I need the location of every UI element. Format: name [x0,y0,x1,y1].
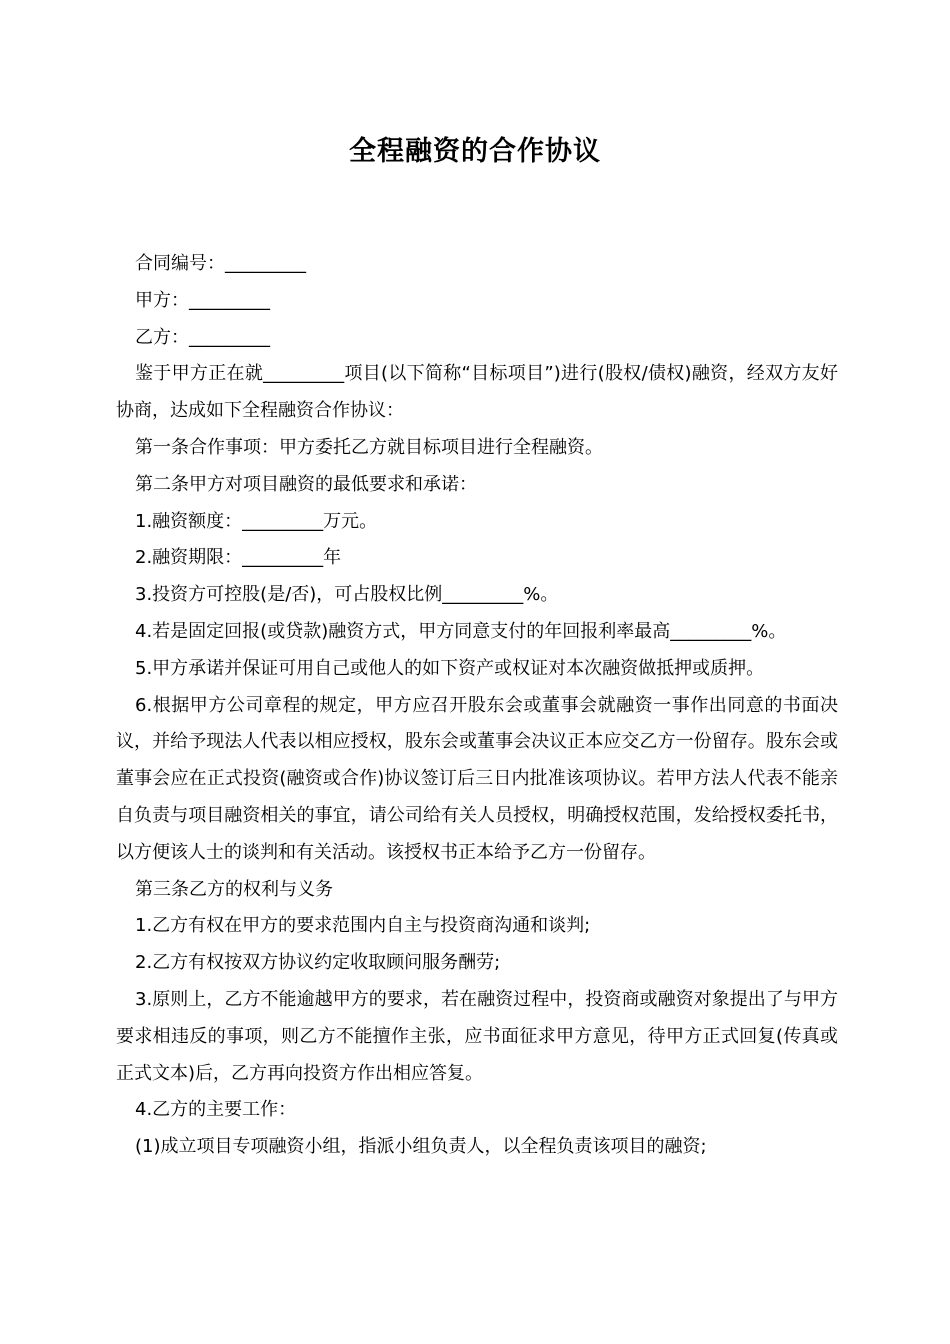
article-2-item-3: 3.投资方可控股(是/否)，可占股权比例_________%。 [135,584,559,606]
contract-number-line: 合同编号：_________ [135,253,306,274]
article-3-item-3: 3.原则上，乙方不能逾越甲方的要求，若在融资过程中，投资商或融资对象提出了与甲方要求相违反的事项，则乙方不能擅作主张，应书面征求甲方意见，待甲方正式回复(传真或正式文本)后，乙方再向投资方作出相应答复。 [116,988,838,1084]
article-2-item-4: 4.若是固定回报(或贷款)融资方式，甲方同意支付的年回报利率最高_________%。 [135,620,787,642]
article-3-item-4: 4.乙方的主要工作： [135,1099,297,1121]
document-body [116,246,838,1166]
article-3-item-1: 1.乙方有权在甲方的要求范围内自主与投资商沟通和谈判; [135,915,591,937]
preamble-paragraph: 鉴于甲方正在就_________项目(以下简称“目标项目”)进行(股权/债权)融资，经双方友好协商，达成如下全程融资合作协议： [116,363,838,422]
article-2-item-5: 5.甲方承诺并保证可用自己或他人的如下资产或权证对本次融资做抵押或质押。 [135,657,765,679]
document-title: 全程融资的合作协议 [349,136,601,167]
article-2-item-1: 1.融资额度：_________万元。 [135,510,378,532]
article-2-item-2: 2.融资期限：_________年 [135,547,342,569]
article-2-item-6: 6.根据甲方公司章程的规定，甲方应召开股东会或董事会就融资一事作出同意的书面决议，并给予现法人代表以相应授权，股东会或董事会决议正本应交乙方一份留存。股东会或董事会应在正式投资(融资或合作)协议签订后三日内批准该项协议。若甲方法人代表不能亲自负责与项目融资相关的事宜，请公司给有关人员授权，明确授权范围，发给授权委托书，以方便该人士的谈判和有关活动。该授权书正本给予乙方一份留存。 [116,694,838,863]
article-1: 第一条合作事项：甲方委托乙方就目标项目进行全程融资。 [135,436,603,458]
article-3-item-4-sub-1: (1)成立项目专项融资小组，指派小组负责人，以全程负责该项目的融资; [135,1136,707,1158]
article-3-item-2: 2.乙方有权按双方协议约定收取顾问服务酬劳; [135,952,501,974]
article-2-heading: 第二条甲方对项目融资的最低要求和承诺： [135,473,477,495]
party-a-line: 甲方：_________ [135,289,270,311]
party-b-line: 乙方：_________ [135,326,270,348]
article-3-heading: 第三条乙方的权利与义务 [135,878,333,900]
